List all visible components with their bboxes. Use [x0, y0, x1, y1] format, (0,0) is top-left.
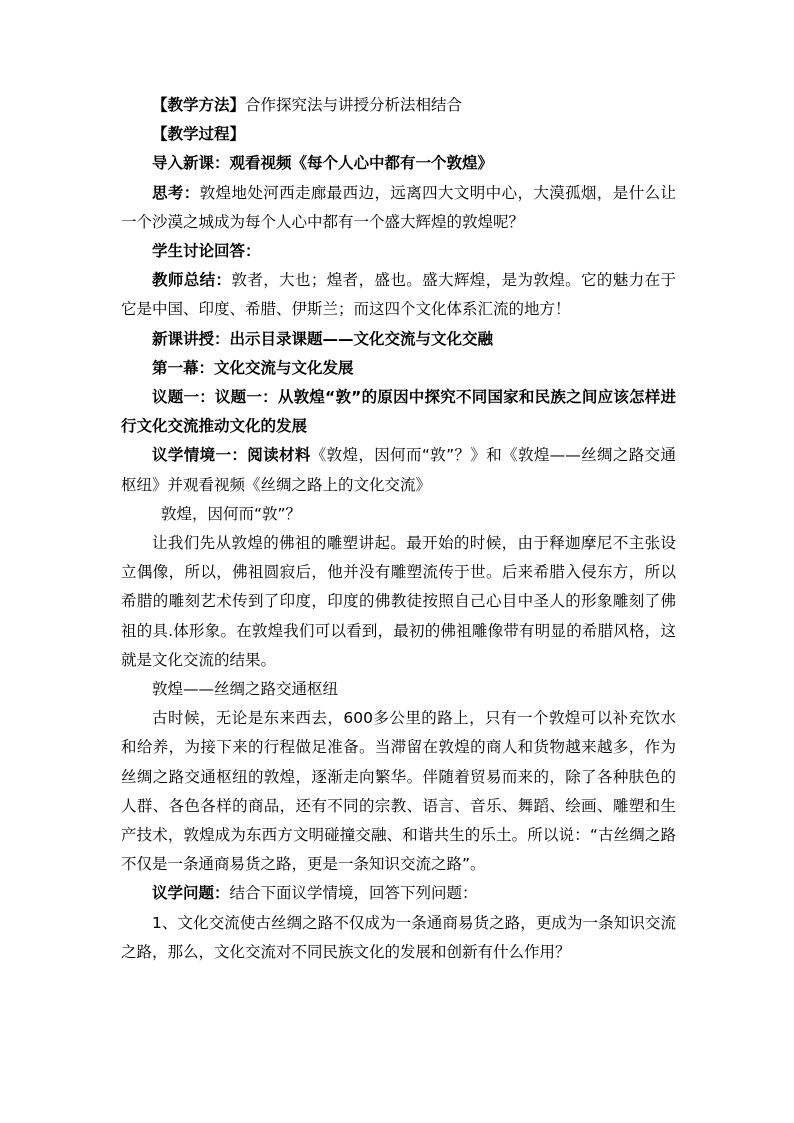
label-teacher-summary: 教师总结：: [152, 271, 232, 290]
text-buddha-sculpture: 让我们先从敦煌的佛祖的雕塑讲起。最开始的时候，由于释迦摩尼不主张设立偶像，所以，佛祖圆寂后，他并没有雕塑流传于世。后来希腊入侵东方，所以希腊的雕刻艺术传到了印度，印度的佛教徒按照自己心目中圣人的形象雕刻了佛祖的具.体形象。在敦煌我们可以看到，最初的佛祖雕像带有明显的希腊风格，这就是文化交流的结果。: [121, 534, 676, 669]
label-scenario-one: 议学情境一：阅读材料: [152, 446, 311, 465]
label-think: 思考：: [152, 183, 200, 202]
paragraph-student-discussion: [121, 237, 676, 266]
text-teaching-method: 合作探究法与讲授分析法相结合: [245, 96, 463, 114]
heading-topic-one: 议题一：议题一：从敦煌“敦”的原因中探究不同国家和民族之间应该怎样进行文化交流推动文化的发展: [121, 388, 676, 436]
label-student-discussion: 学生讨论回答：: [152, 242, 261, 261]
text-scenario-one: 《敦煌，因何而“敦”？》和《敦煌——丝绸之路交通枢纽》并观看视频《丝绸之路上的文化交流》: [121, 446, 676, 494]
label-question: 议学问题：: [152, 884, 230, 903]
heading-act-one: 第一幕：文化交流与文化发展: [152, 358, 354, 377]
paragraph-think: [121, 179, 676, 237]
text-question-one: 1、文化交流使古丝绸之路不仅成为一条通商易货之路，更成为一条知识交流之路，那么，文化交流对不同民族文化的发展和创新有什么作用？: [121, 913, 676, 961]
heading-teaching-method: 【教学方法】: [152, 96, 246, 114]
paragraph-act-one: [121, 354, 676, 383]
paragraph-teaching-method: [121, 91, 676, 120]
text-silk-road-hub: 古时候，无论是东来西去，600多公里的路上，只有一个敦煌可以补充饮水和给养，为接下来的行程做足准备。当滞留在敦煌的商人和货物越来越多，作为丝绸之路交通枢纽的敦煌，逐渐走向繁华。伴随着贸易而来的，除了各种肤色的人群、各色各样的商品，还有不同的宗教、语言、音乐、舞蹈、绘画、雕塑和生产技术，敦煌成为东西方文明碰撞交融、和谐共生的乐土。所以说：“古丝绸之路不仅是一条通商易货之路，更是一条知识交流之路”。: [121, 709, 676, 874]
paragraph-material-title-2: [121, 675, 676, 704]
paragraph-question-one: [121, 909, 676, 967]
paragraph-teacher-summary: [121, 266, 676, 324]
material-title-2: 敦煌——丝绸之路交通枢纽: [152, 680, 339, 699]
document-page: [121, 91, 676, 967]
paragraph-material-title-1: [121, 500, 676, 529]
paragraph-scenario-one: [121, 441, 676, 499]
text-think: 敦煌地处河西走廊最西边，远离四大文明中心，大漠孤烟，是什么让一个沙漠之城成为每个人心中都有一个盛大辉煌的敦煌呢？: [121, 183, 676, 231]
text-teacher-summary: 敦者，大也；煌者，盛也。盛大辉煌，是为敦煌。它的魅力在于它是中国、印度、希腊、伊斯兰；而这四个文化体系汇流的地方！: [121, 271, 676, 319]
text-question-prompt: 结合下面议学情境，回答下列问题：: [229, 884, 478, 903]
paragraph-buddha-sculpture: [121, 529, 676, 675]
paragraph-question-prompt: [121, 879, 676, 908]
paragraph-topic-one: [121, 383, 676, 441]
material-title-1: 敦煌，因何而“敦”？: [161, 504, 302, 523]
paragraph-intro: [121, 149, 676, 178]
paragraph-teaching-process: [121, 120, 676, 149]
paragraph-new-lesson: [121, 325, 676, 354]
heading-new-lesson: 新课讲授：出示目录课题——文化交流与文化交融: [152, 329, 494, 348]
heading-teaching-process: 【教学过程】: [152, 125, 246, 144]
paragraph-silk-road-hub: [121, 704, 676, 879]
heading-intro: 导入新课：观看视频《每个人心中都有一个敦煌》: [152, 154, 494, 173]
